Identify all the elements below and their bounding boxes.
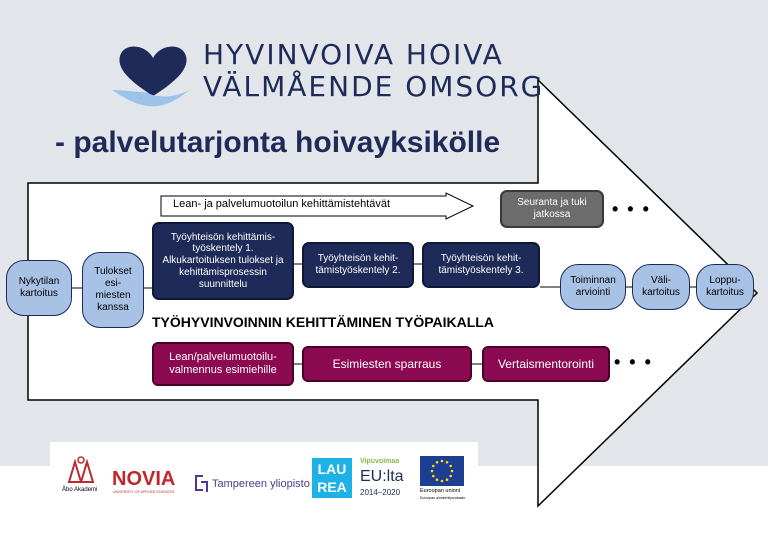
vipuvoimaa-label: Vipuvoimaa [360,458,400,465]
step-label: Väli-kartoitus [642,275,680,298]
followup-dots: • • • [612,199,651,219]
workshop-label: Työyhteisön kehittämis-työskentely 1. Alkukartoituksen tulokset ja kehittämisprosessin suunnittelu [162,231,284,290]
laurea-line-2: REA [317,479,347,495]
workshop-label: Työyhteisön kehit-tämistyöskentely 2. [315,253,401,276]
abo-akademi-crest-icon [66,456,96,484]
novia-subtitle: UNIVERSITY OF APPLIED SCIENCES [113,490,175,494]
eu-fund-label: Euroopan aluekehitysrahasto [420,496,466,500]
followup-label: Seuranta ja tuki jatkossa [517,197,587,220]
partner-logos-footer [50,442,478,512]
tampere-university-logo: Tampereen yliopisto [212,478,310,490]
laurea-line-1: LAU [317,461,347,477]
eu-label: Euroopan unioni [420,488,461,494]
manager-track-label: Lean/palvelumuotoilu-valmennus esimiehille [169,351,277,376]
eu-flag-icon [420,456,464,486]
tampere-bracket-icon [193,474,209,494]
main-title: TYÖHYVINVOINNIN KEHITTÄMINEN TYÖPAIKALLA [152,314,494,330]
page-subtitle: - palvelutarjonta hoivayksikölle [55,126,501,159]
brand-line-1: HYVINVOIVA HOIVA [203,38,504,71]
manager-track-dots: • • • [614,352,653,372]
manager-track-label: Vertaismentorointi [497,356,595,371]
manager-sparring-box [302,346,472,382]
peer-mentoring-box [482,346,610,382]
step-label: Nykytilan kartoitus [18,276,60,299]
step-label: Toiminnan arviointi [570,275,616,298]
years-label: 2014–2020 [360,488,401,497]
abo-akademi-logo: Åbo Akademi [62,487,98,493]
step-label: Tulokset esi-miesten kanssa [94,266,132,313]
manager-track-label: Esimiesten sparraus [332,356,442,371]
lean-arrow-label: Lean- ja palvelumuotoilun kehittämistehtävät [173,198,391,210]
workshop-label: Työyhteisön kehit-tämistyöskentely 3. [438,253,524,276]
novia-logo: NOVIA [112,468,176,490]
eu-lta-label: EU:lta [360,468,404,485]
laurea-logo [312,458,352,498]
brand-line-2: VÄLMÅENDE OMSORG [203,70,545,103]
manager-training-box [152,342,294,386]
step-label: Loppu-kartoitus [706,275,744,298]
